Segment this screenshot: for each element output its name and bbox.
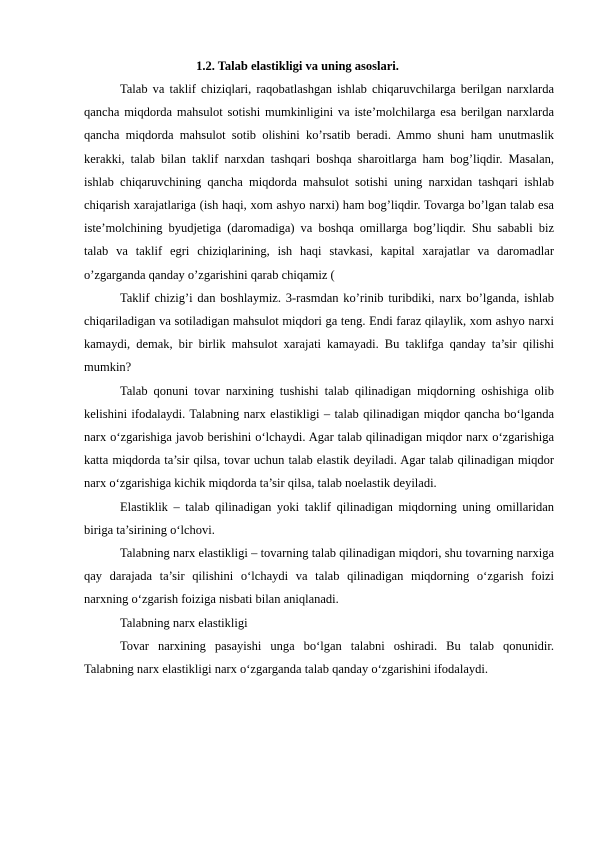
- paragraph: Talabning narx elastikligi: [120, 615, 248, 630]
- paragraph: Elastiklik – talab qilinadigan yoki taklif qilinadigan miqdorning uning omillaridan biriga ta’sirining o‘lchovi.: [84, 499, 554, 537]
- section-title: 1.2. Talab elastikligi va uning asoslari.: [196, 59, 399, 73]
- paragraph: Talab va taklif chiziqlari, raqobatlashgan ishlab chiqaruvchilarga berilgan narxlarda qancha miqdorda mahsulot sotishi mumkinligini va iste’molchilarga esa berilgan narxlarda qancha miqdorda mahsulot sotib olishini ko’rsatib beradi. Ammo shuni ham unutmaslik kerakki, talab bilan taklif narxdan tashqari boshqa sharoitlarga ham bog’liqdir. Masalan, ishlab chiqaruvchining qancha miqdorda mahsulot sotishi uning narxidan tashqari ishlab chiqarish xarajatlariga (ish haqi, xom ashyo narxi) ham bog’liqdir. Tovarga bo’lgan talab esa iste’molchining byudjetiga (daromadiga) va boshqa omillarga bog’liqdir. Shu sababli biz talab va taklif egri chiziqlarining, ish haqi stavkasi, kapital xarajatlar va daromadlar o’zgarganda qanday o’zgarishini qarab chiqamiz (: [84, 82, 554, 282]
- paragraph: Taklif chizig’i dan boshlaymiz. 3-rasmdan ko’rinib turibdiki, narx bo’lganda, ishlab chiqariladigan va sotiladigan mahsulot miqdori ga teng. Endi faraz qilaylik, xom ashyo narxi kamaydi, demak, bir birlik mahsulot xarajati kamayadi. Bu taklifga qanday ta’sir qilishi mumkin?: [84, 290, 554, 375]
- paragraph: Talab qonuni tovar narxining tushishi talab qilinadigan miqdorning oshishiga olib kelishini ifodalaydi. Talabning narx elastikligi – talab qilinadigan miqdor qancha bo‘lganda narx o‘zgarishiga javob berishini o‘lchaydi. Agar talab qilinadigan miqdor narx o‘zgarishiga katta miqdorda ta’sir qilsa, tovar uchun talab elastik deyiladi. Agar talab qilinadigan miqdor narx o‘zgarishiga kichik miqdorda ta’sir qilsa, talab noelastik deyiladi.: [84, 383, 554, 491]
- body-text: [84, 78, 554, 681]
- paragraph: Tovar narxining pasayishi unga bo‘lgan talabni oshiradi. Bu talab qonunidir. Talabning narx elastikligi narx o‘zgarganda talab qanday o‘zgarishini ifodalaydi.: [84, 638, 554, 677]
- paragraph: Talabning narx elastikligi – tovarning talab qilinadigan miqdori, shu tovarning narxiga qay darajada ta’sir qilishini o‘lchaydi va talab qilinadigan miqdorning o‘zgarish foizi narxning o‘zgarish foiziga nisbati bilan aniqlanadi.: [84, 546, 554, 607]
